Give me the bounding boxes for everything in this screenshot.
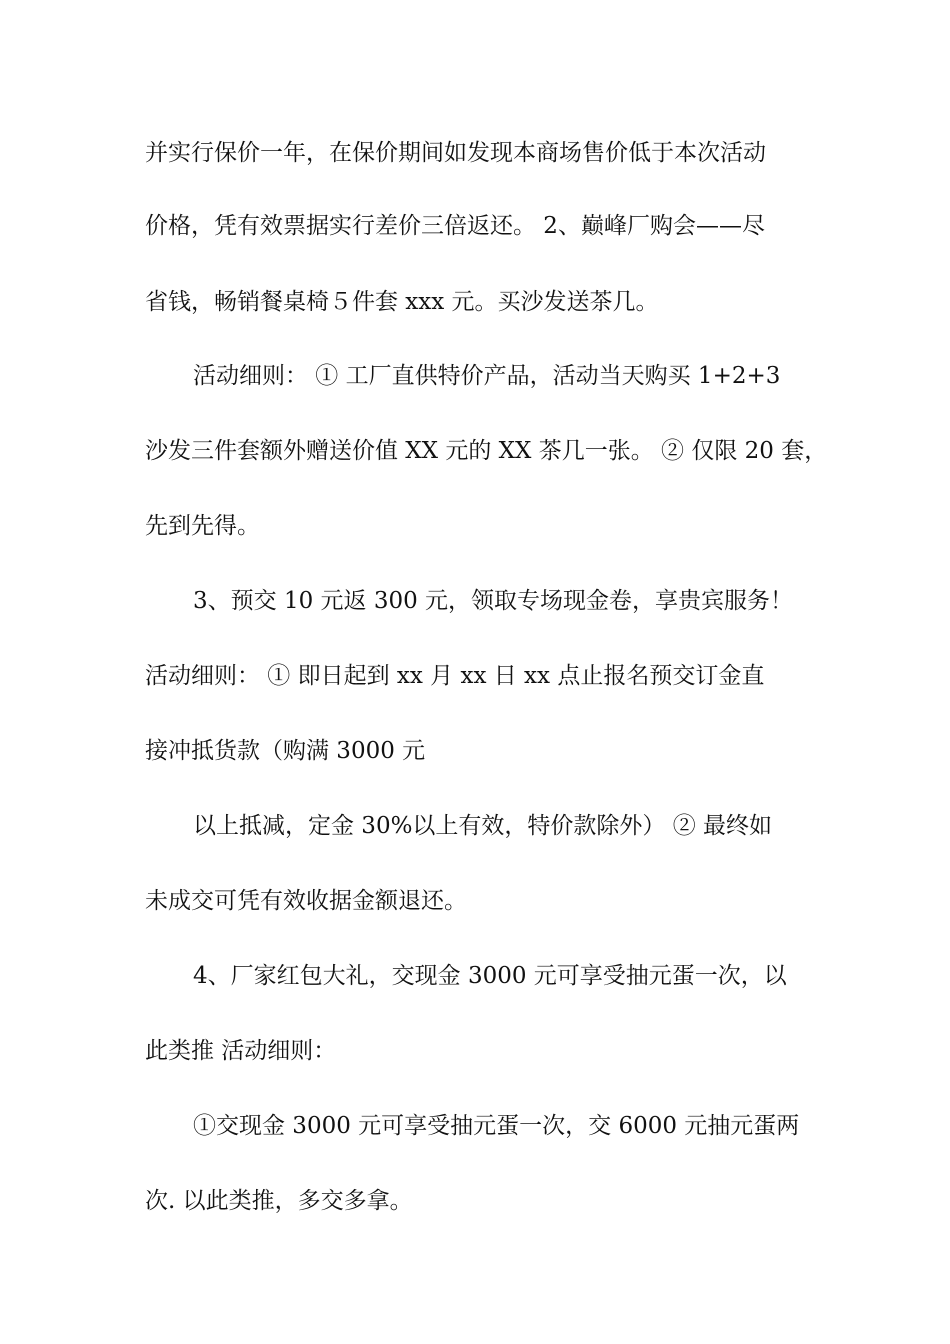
text-line: 活动细则： ① 即日起到 xx 月 xx 日 xx 点止报名预交订金直 [145,663,765,689]
text-line: 省钱，畅销餐桌椅５件套 xxx 元。买沙发送茶几。 [145,289,659,315]
text-line: 先到先得。 [145,513,260,539]
text-line: 价格，凭有效票据实行差价三倍返还。 2、巅峰厂购会——尽 [145,213,765,239]
text-line: 次. 以此类推，多交多拿。 [145,1188,413,1214]
text-line: 此类推 活动细则： [145,1038,337,1064]
text-line: 接冲抵货款（购满 3000 元 [145,738,426,764]
text-line: 以上抵减，定金 30%以上有效，特价款除外） ② 最终如 [193,813,773,839]
text-line: 活动细则： ① 工厂直供特价产品，活动当天购买 1+2+3 [193,363,781,389]
text-line: 沙发三件套额外赠送价值 XX 元的 XX 茶几一张。 ② 仅限 20 套， [145,438,828,464]
text-line: 并实行保价一年，在保价期间如发现本商场售价低于本次活动 [145,140,766,166]
text-line: 3、预交 10 元返 300 元，领取专场现金卷，享贵宾服务！ [193,588,794,614]
text-line: 4、厂家红包大礼，交现金 3000 元可享受抽元蛋一次，以 [193,963,787,989]
text-line: ①交现金 3000 元可享受抽元蛋一次，交 6000 元抽元蛋两 [193,1113,800,1139]
text-line: 未成交可凭有效收据金额退还。 [145,888,467,914]
